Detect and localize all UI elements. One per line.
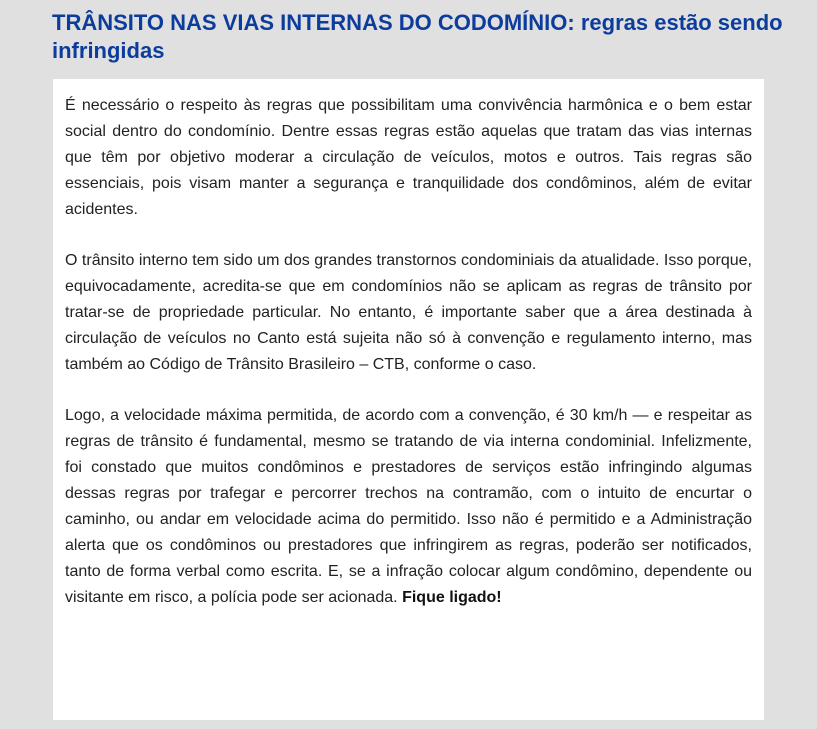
- article-paragraph-1: É necessário o respeito às regras que possibilitam uma convivência harmônica e o bem estar social dentro do condomínio. Dentre essas regras estão aquelas que tratam das vias internas que têm por objetivo moderar a circulação de veículos, motos e outros. Tais regras são essenciais, pois visam manter a segurança e tranquilidade dos condôminos, além de evitar acidentes.: [65, 97, 752, 218]
- closing-callout: Fique ligado!: [402, 589, 502, 606]
- article-title: TRÂNSITO NAS VIAS INTERNAS DO CODOMÍNIO: regras estão sendo infringidas: [52, 10, 783, 63]
- article-paragraph-2: O trânsito interno tem sido um dos grandes transtornos condominiais da atualidade. Isso porque, equivocadamente, acredita-se que em condomínios não se aplicam as regras de trânsito por tratar-se de propriedade particular. No entanto, é importante saber que a área destinada à circulação de veículos no Canto está sujeita não só à convenção e regulamento interno, mas também ao Código de Trânsito Brasileiro – CTB, conforme o caso.: [65, 252, 752, 373]
- article-body: [53, 79, 764, 720]
- article-paragraph-3: [65, 403, 752, 611]
- article-paragraph-3-text: Logo, a velocidade máxima permitida, de acordo com a convenção, é 30 km/h — e respeitar as regras de trânsito é fundamental, mesmo se tratando de via interna condominial. Infelizmente, foi constado que muitos condôminos e prestadores de serviços estão infringindo algumas dessas regras por trafegar e percorrer trechos na contramão, com o intuito de encurtar o caminho, ou andar em velocidade acima do permitido. Isso não é permitido e a Administração alerta que os condôminos ou prestadores que infringirem as regras, poderão ser notificados, tanto de forma verbal como escrita. E, se a infração colocar algum condômino, dependente ou visitante em risco, a polícia pode ser acionada.: [65, 407, 752, 606]
